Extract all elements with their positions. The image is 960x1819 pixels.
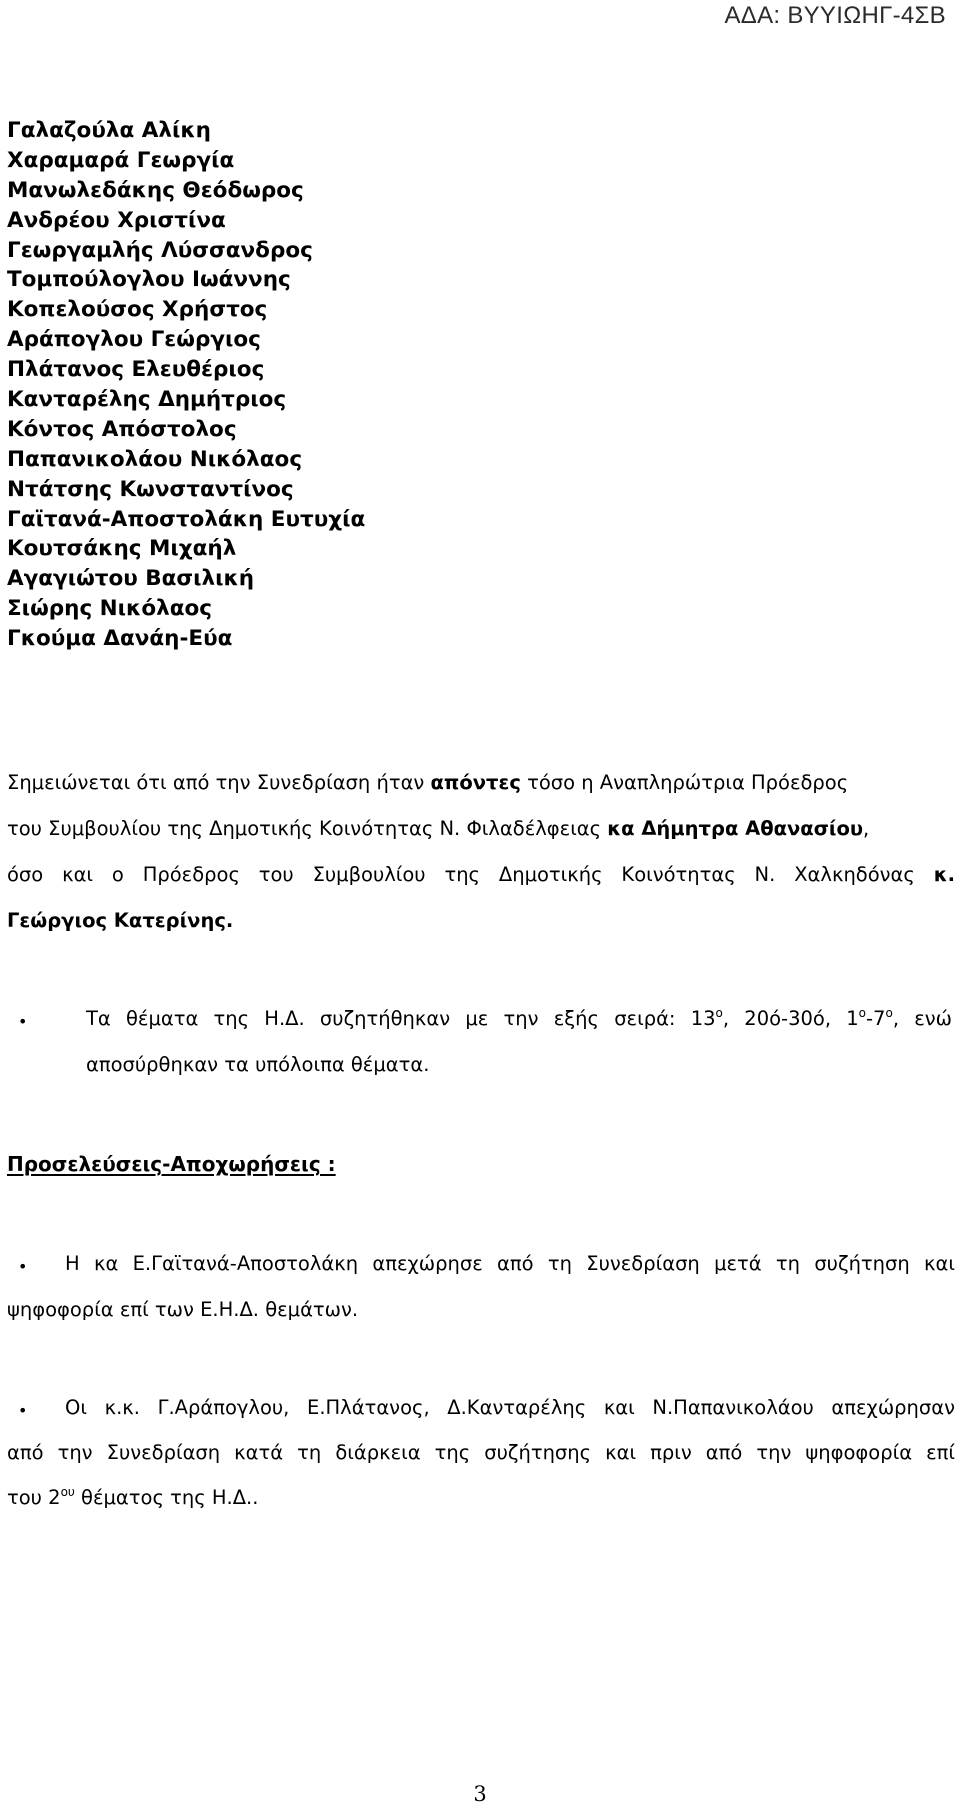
departure2-line-3 [7, 1475, 955, 1520]
list-item: Χαραμαρά Γεωργία [7, 147, 235, 173]
list-item: Πλάτανος Ελευθέριος [7, 357, 265, 383]
bold-text: Γεώργιος Κατερίνης. [7, 909, 234, 932]
list-item: Κανταρέλης Δημήτριος [7, 387, 287, 413]
bullet-icon: • [18, 1012, 28, 1031]
section-heading: Προσελεύσεις-Αποχωρήσεις : [7, 1152, 336, 1176]
bold-text: κα Δήμητρα Αθανασίου [607, 817, 864, 840]
absence-line-4 [7, 898, 955, 944]
bold-text: απόντες [430, 771, 521, 794]
departure2-line-1: Οι κ.κ. Γ.Αράπογλου, Ε.Πλάτανος, Δ.Κανταρέλης και Ν.Παπανικολάου απεχώρησαν [65, 1396, 955, 1419]
attendee-list [7, 116, 365, 654]
page-number: 3 [473, 1782, 487, 1806]
text-run: , [863, 817, 870, 840]
text-run: θέματος της Η.Δ.. [74, 1486, 259, 1509]
superscript: ου [60, 1485, 75, 1499]
list-item: Παπανικολάου Νικόλαος [7, 446, 303, 472]
topics-line-1 [86, 996, 952, 1042]
topics-line-2: αποσύρθηκαν τα υπόλοιπα θέματα. [86, 1053, 430, 1076]
list-item: Κοπελούσος Χρήστος [7, 297, 268, 323]
text-run: όσο και ο Πρόεδρος του Συμβουλίου της Δημοτικής Κοινότητας Ν. Χαλκηδόνας [7, 863, 934, 886]
topics-paragraph [86, 996, 952, 1088]
departure1-line-2: ψηφοφορία επί των Ε.Η.Δ. θεμάτων. [7, 1298, 359, 1321]
list-item: Κουτσάκης Μιχαήλ [7, 536, 237, 562]
text-run: Τα θέματα της Η.Δ. συζητήθηκαν με την εξής σειρά: 13 [86, 1007, 716, 1030]
superscript: ο [885, 1006, 893, 1020]
departure-paragraph-1 [7, 1241, 955, 1333]
absence-line-2 [7, 806, 955, 852]
ada-code: ΑΔΑ: ΒΥΥΙΩΗΓ-4ΣΒ [724, 2, 946, 29]
bold-text: κ. [933, 863, 955, 886]
text-run: , 20ό-30ό, 1 [722, 1007, 859, 1030]
list-item: Γεωργαμλής Λύσσανδρος [7, 237, 313, 263]
text-run: Σημειώνεται ότι από την Συνεδρίαση ήταν [7, 771, 431, 794]
departure2-line-2: από την Συνεδρίαση κατά τη διάρκεια της συζήτησης και πριν από την ψηφοφορία επί [7, 1441, 955, 1464]
superscript: ο [858, 1006, 867, 1020]
list-item: Ανδρέου Χριστίνα [7, 207, 226, 233]
list-item: Γαϊτανά-Αποστολάκη Ευτυχία [7, 506, 366, 532]
departure-paragraph-2 [7, 1385, 955, 1520]
text-run: του Συμβουλίου της Δημοτικής Κοινότητας Ν. Φιλαδέλφειας [7, 817, 608, 840]
list-item: Γκούμα Δανάη-Εύα [7, 626, 233, 652]
text-run: , ενώ [892, 1007, 952, 1030]
list-item: Σιώρης Νικόλαος [7, 596, 212, 622]
absence-paragraph [7, 760, 955, 944]
list-item: Κόντος Απόστολος [7, 416, 237, 442]
list-item: Ντάτσης Κωνσταντίνος [7, 476, 294, 502]
absence-line-3 [7, 852, 955, 898]
superscript: ο [715, 1006, 723, 1020]
list-item: Μανωλεδάκης Θεόδωρος [7, 177, 304, 203]
list-item: Τομπούλογλου Ιωάννης [7, 267, 291, 293]
bullet-icon: • [18, 1257, 28, 1276]
list-item: Αράπογλου Γεώργιος [7, 327, 261, 353]
text-run: -7 [866, 1007, 886, 1030]
list-item: Γαλαζούλα Αλίκη [7, 118, 211, 143]
departure1-line-1: Η κα Ε.Γαϊτανά-Αποστολάκη απεχώρησε από τη Συνεδρίαση μετά τη συζήτηση και [65, 1252, 955, 1275]
text-run: τόσο η Αναπληρώτρια Πρόεδρος [520, 771, 849, 794]
absence-line-1 [7, 760, 955, 806]
list-item: Αγαγιώτου Βασιλική [7, 566, 255, 592]
bullet-icon: • [18, 1401, 28, 1420]
text-run: του 2 [7, 1486, 61, 1509]
